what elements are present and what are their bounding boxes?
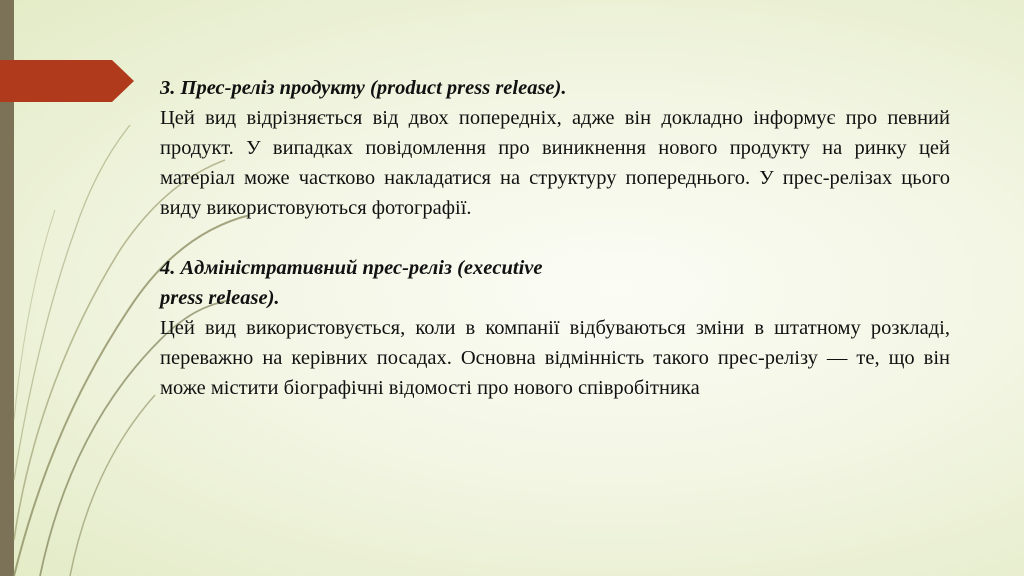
red-arrow-marker <box>0 60 134 102</box>
section3-body: Цей вид відрізняється від двох попередніх, адже він докладно інформує про певний продукт. У випадках повідомлення про виникнення нового продукту на ринку цей матеріал може частково накладатися на структуру попереднього. У прес-релізах цього виду використовуються фотографії. <box>160 107 950 219</box>
section4-body: Цей вид використовується, коли в компанії відбуваються зміни в штатному розкладі, переважно на керівних посадах. Основна відмінність такого прес-релізу — те, що він може містити біографічні відомості про нового співробітника <box>160 317 950 399</box>
section4-heading-line1: 4. Адміністративний прес-реліз (executive <box>160 257 543 279</box>
section4-heading-line2: press release). <box>160 287 280 309</box>
slide-content <box>160 73 950 403</box>
section-spacer <box>160 223 950 253</box>
section3-heading: 3. Прес-реліз продукту (product press release). <box>160 77 567 99</box>
